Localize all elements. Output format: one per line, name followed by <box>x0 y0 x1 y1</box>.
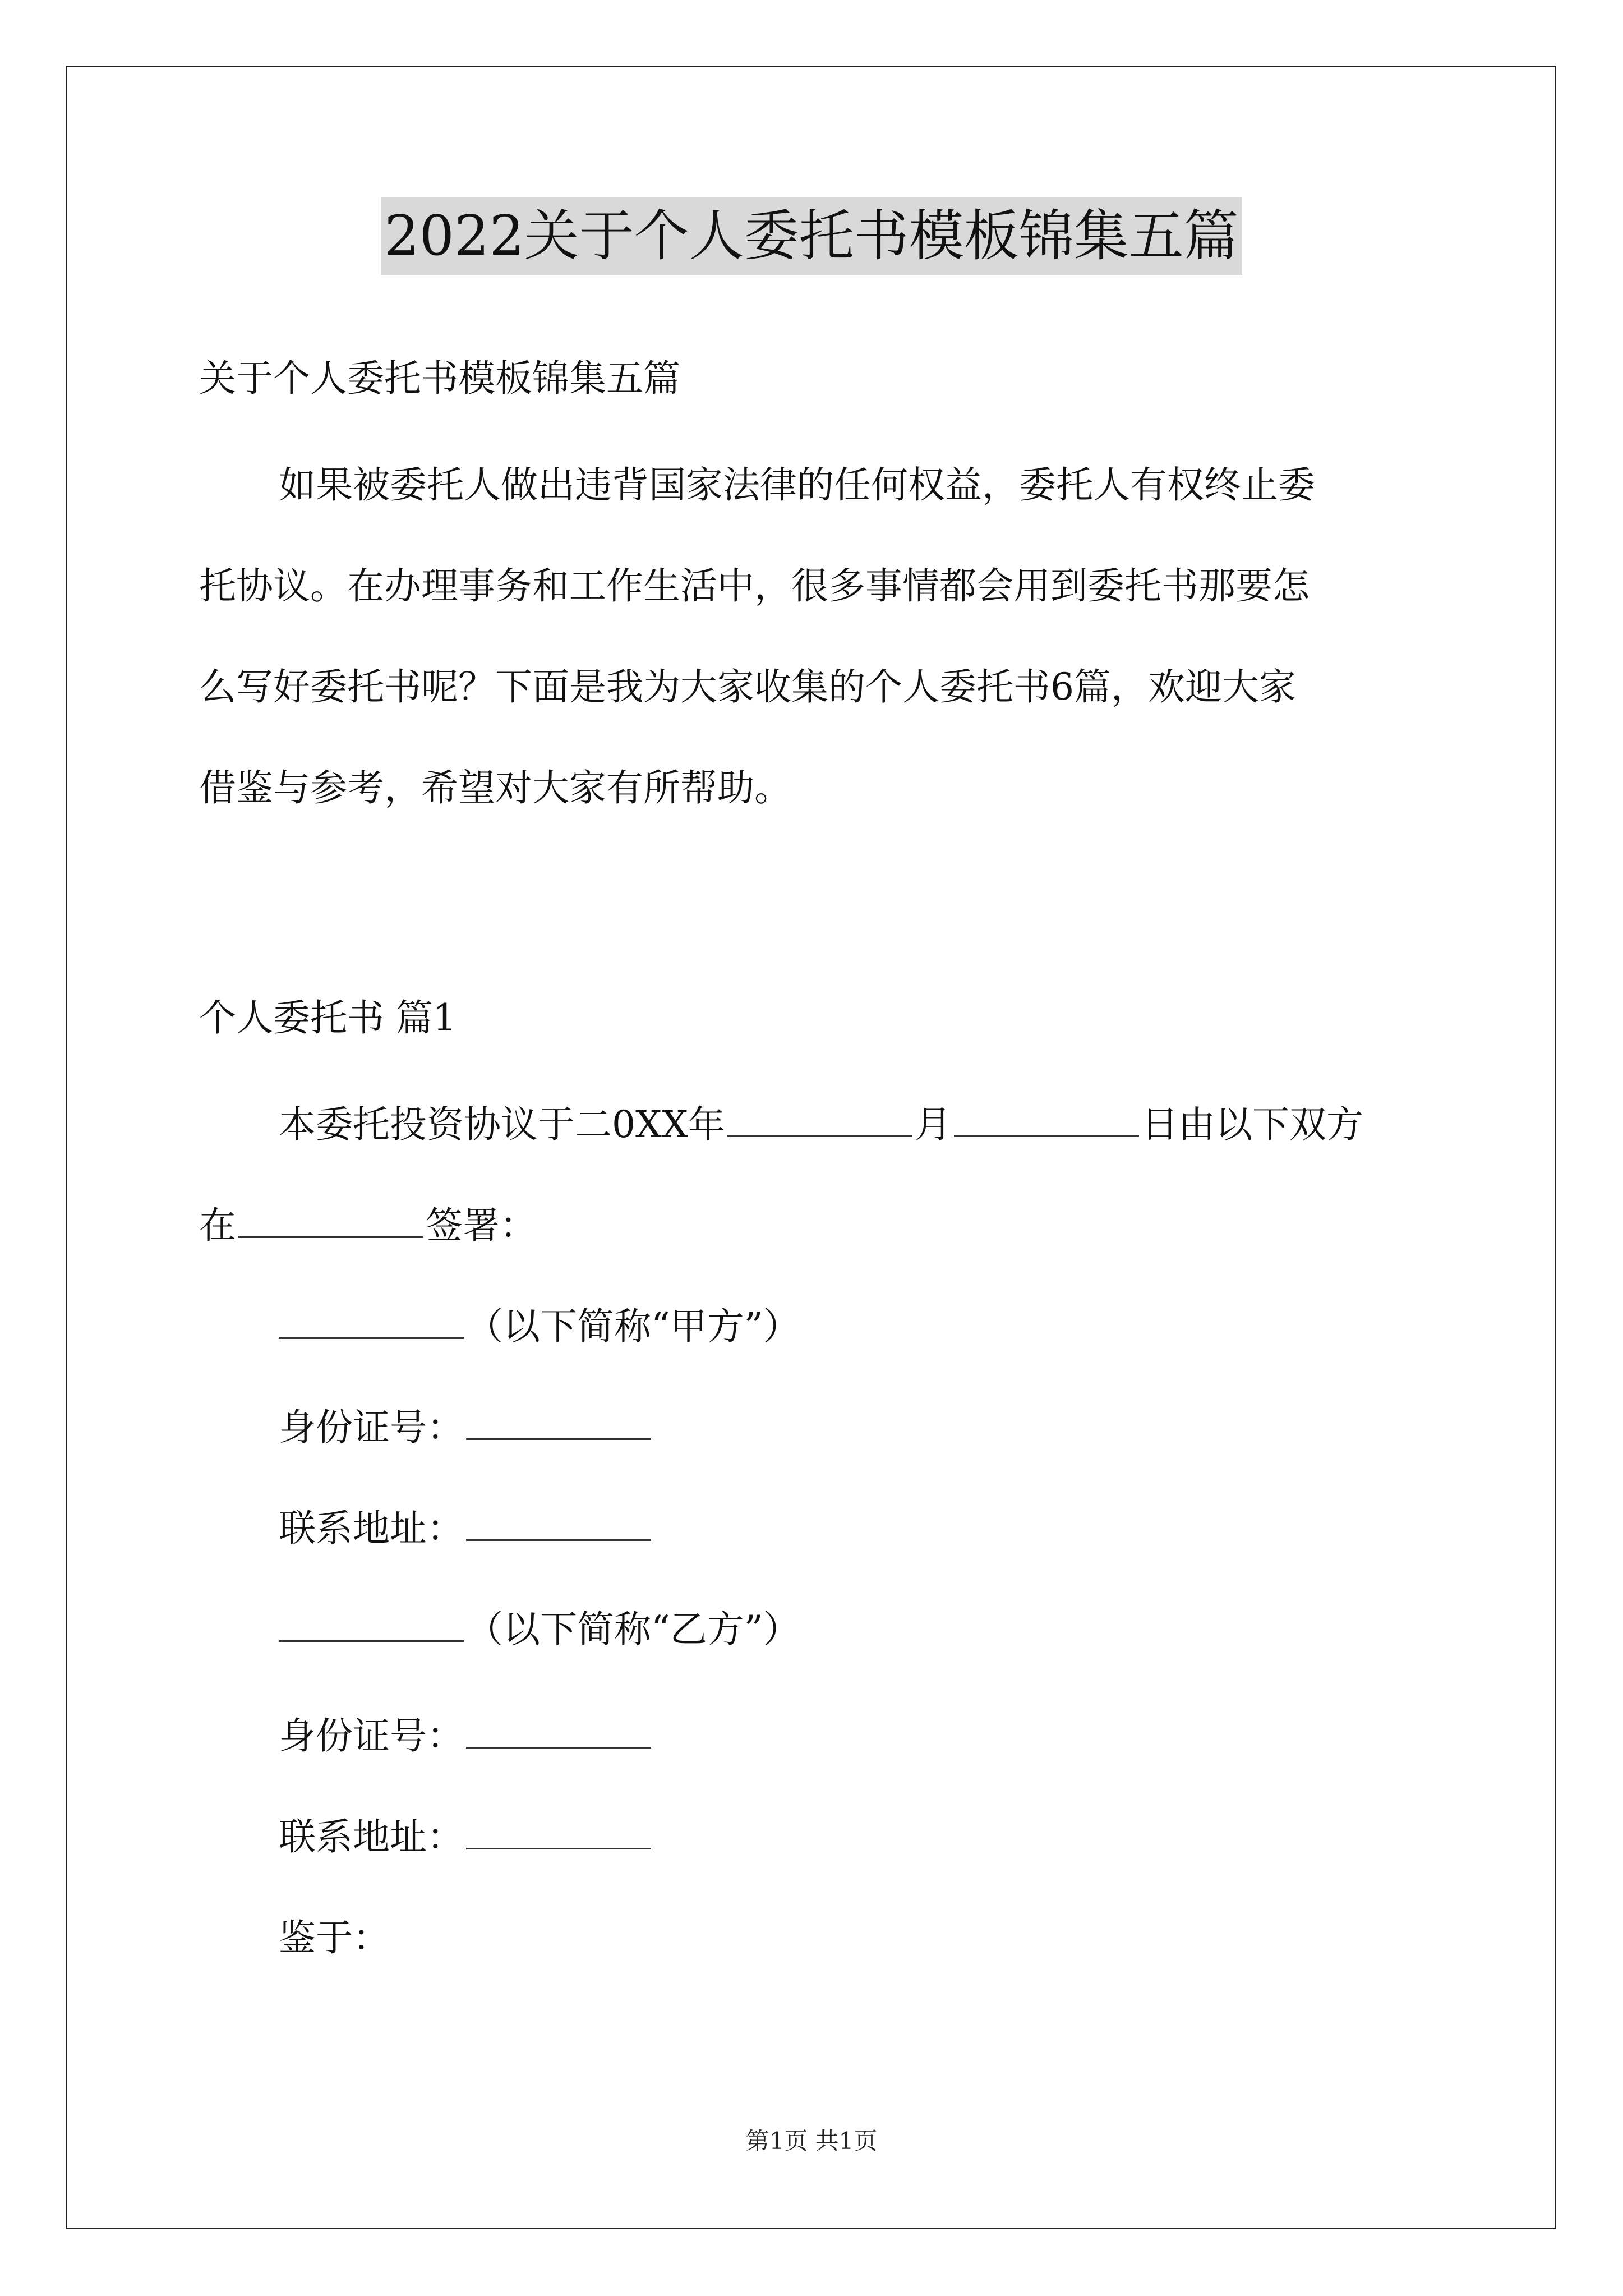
agreement-text-month: 月 <box>914 1103 952 1146</box>
place-blank <box>238 1203 423 1238</box>
party-a-address-label: 联系地址： <box>279 1507 464 1550</box>
document-title: 2022关于个人委托书模板锦集五篇 <box>381 197 1242 275</box>
party-b-name-blank <box>279 1607 464 1642</box>
party-b-address-line <box>279 1812 653 1862</box>
agreement-text-year: 本委托投资协议于二0XX年 <box>279 1103 725 1146</box>
agreement-text-day: 日由以下双方 <box>1141 1103 1363 1146</box>
month-blank <box>727 1102 912 1137</box>
party-a-line <box>279 1301 800 1352</box>
whereas-line: 鉴于： <box>279 1916 390 1959</box>
intro-line-3: 么写好委托书呢？下面是我为大家收集的个人委托书6篇，欢迎大家 <box>199 665 1296 708</box>
party-a-address-blank <box>466 1506 651 1541</box>
party-b-id-blank <box>466 1713 651 1749</box>
day-blank <box>954 1102 1139 1137</box>
party-b-id-label: 身份证号： <box>279 1714 464 1757</box>
agreement-line-1 <box>279 1099 1363 1150</box>
intro-line-2: 托协议。在办理事务和工作生活中，很多事情都会用到委托书那要怎 <box>199 564 1310 608</box>
party-b-address-blank <box>466 1814 651 1849</box>
party-b-line <box>279 1604 800 1655</box>
section-heading: 个人委托书 篇1 <box>199 996 457 1039</box>
party-a-id-label: 身份证号： <box>279 1406 464 1449</box>
intro-line-4: 借鉴与参考，希望对大家有所帮助。 <box>199 766 791 809</box>
party-b-id-line <box>279 1711 653 1761</box>
agreement-text-sign: 签署： <box>426 1204 537 1247</box>
page-footer: 第1页 共1页 <box>745 2127 878 2155</box>
agreement-text-place: 在 <box>199 1204 236 1247</box>
party-b-address-label: 联系地址： <box>279 1815 464 1858</box>
party-a-address-line <box>279 1503 653 1554</box>
party-a-name-blank <box>279 1304 464 1339</box>
party-b-label: （以下简称“乙方”） <box>466 1608 800 1651</box>
intro-line-1: 如果被委托人做出违背国家法律的任何权益，委托人有权终止委 <box>279 463 1315 507</box>
party-a-id-blank <box>466 1405 651 1440</box>
party-a-id-line <box>279 1402 653 1453</box>
title-container <box>0 197 1623 275</box>
document-subtitle: 关于个人委托书模板锦集五篇 <box>199 357 680 400</box>
agreement-line-2 <box>199 1200 537 1251</box>
party-a-label: （以下简称“甲方”） <box>466 1305 800 1348</box>
